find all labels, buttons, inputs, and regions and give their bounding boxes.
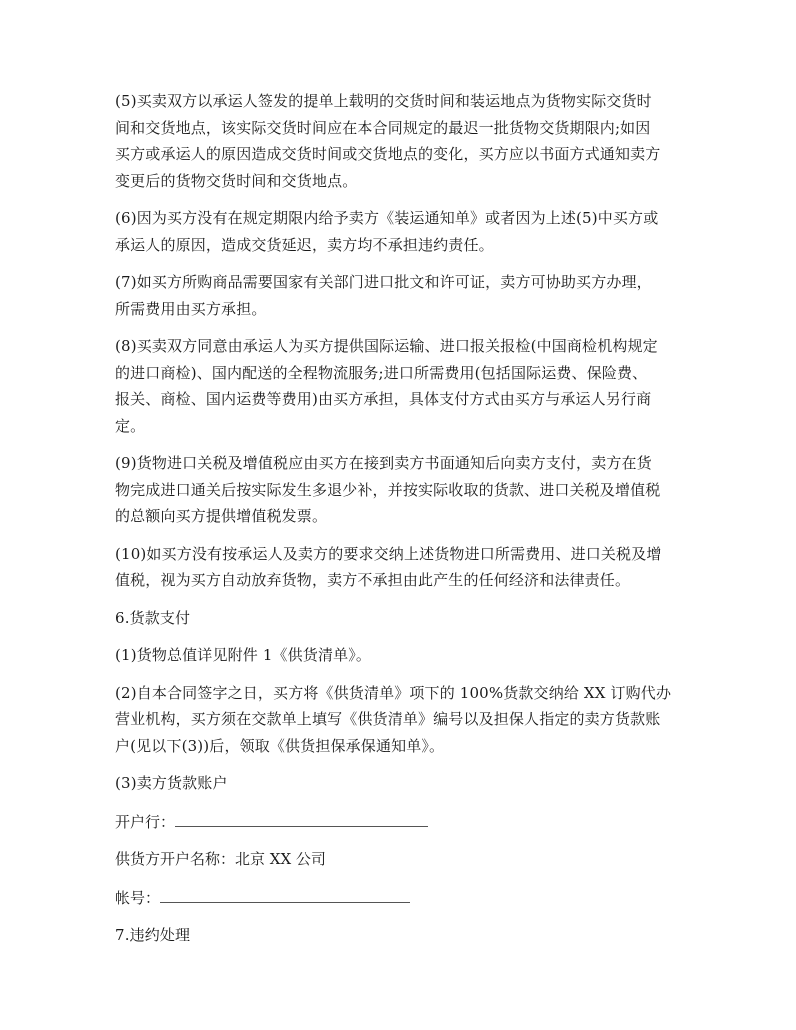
clause-5-10 (115, 541, 685, 594)
text-line: (6)因为买方没有在规定期限内给予卖方《装运通知单》或者因为上述(5)中买方或 (115, 209, 659, 227)
clause-5-7 (115, 269, 685, 322)
text-line: (9)货物进口关税及增值税应由买方在接到卖方书面通知后向卖方支付，卖方在货 (115, 454, 652, 472)
bank-label: 开户行： (115, 812, 176, 831)
text-line: (5)买卖双方以承运人签发的提单上载明的交货时间和装运地点为货物实际交货时 (115, 92, 652, 110)
text-line: 定。 (115, 416, 146, 435)
text-line: (1)货物总值详见附件 1《供货清单》。 (115, 646, 372, 664)
section-6-heading (115, 605, 685, 632)
text-line: 营业机构，买方须在交款单上填写《供货清单》编号以及担保人指定的卖方货款账 (115, 710, 661, 728)
clause-6-3 (115, 770, 685, 797)
text-line: 变更后的货物交货时间和交货地点。 (115, 171, 358, 190)
text-line: 间和交货地点，该实际交货时间应在本合同规定的最迟一批货物交货期限内;如因 (115, 118, 651, 137)
clause-6-1 (115, 642, 685, 669)
text-line: (8)买卖双方同意由承运人为买方提供国际运输、进口报关报检(中国商检机构规定 (115, 337, 658, 355)
text-line: (10)如买方没有按承运人及卖方的要求交纳上述货物进口所需费用、进口关税及增 (115, 544, 662, 563)
bank-blank-line[interactable] (175, 808, 428, 827)
section-heading: 7.违约处理 (115, 926, 191, 944)
section-7-heading (115, 922, 685, 949)
payee-field (115, 846, 685, 873)
clause-5-5 (115, 88, 685, 194)
section-heading: 6.货款支付 (115, 608, 191, 627)
text-line: (2)自本合同签字之日，买方将《供货清单》项下的 100%货款交纳给 XX 订购代办 (115, 683, 672, 702)
account-field (115, 884, 685, 912)
text-line: 的进口商检)、国内配送的全程物流服务;进口所需费用(包括国际运费、保险费、 (115, 363, 648, 382)
clause-6-2 (115, 680, 685, 760)
text-line: 买方或承运人的原因造成交货时间或交货地点的变化，买方应以书面方式通知卖方 (115, 145, 661, 163)
text-line: 报关、商检、国内运费等费用)由买方承担，具体支付方式由买方与承运人另行商 (115, 390, 652, 408)
payee-label: 供货方开户名称： (115, 850, 236, 868)
document-page (115, 88, 685, 960)
payee-value: 北京 XX 公司 (235, 850, 326, 868)
clause-5-9 (115, 450, 685, 530)
text-line: 所需费用由买方承担。 (115, 299, 267, 318)
clause-5-8 (115, 333, 685, 439)
text-line: 值税，视为买方自动放弃货物，卖方不承担由此产生的任何经济和法律责任。 (115, 571, 631, 589)
account-blank-line[interactable] (160, 884, 410, 903)
text-line: 的总额向买方提供增值税发票。 (115, 507, 328, 525)
bank-field (115, 808, 685, 836)
text-line: 承运人的原因，造成交货延迟，卖方均不承担违约责任。 (115, 235, 494, 254)
clause-5-6 (115, 205, 685, 258)
text-line: 物完成进口通关后按实际发生多退少补，并按实际收取的货款、进口关税及增值税 (115, 480, 661, 499)
text-line: 户(见以下(3))后，领取《供货担保承保通知单》。 (115, 736, 445, 755)
text-line: (7)如买方所购商品需要国家有关部门进口批文和许可证，卖方可协助买方办理， (115, 273, 652, 291)
text-line: (3)卖方货款账户 (115, 774, 228, 792)
account-label: 帐号： (115, 888, 161, 907)
